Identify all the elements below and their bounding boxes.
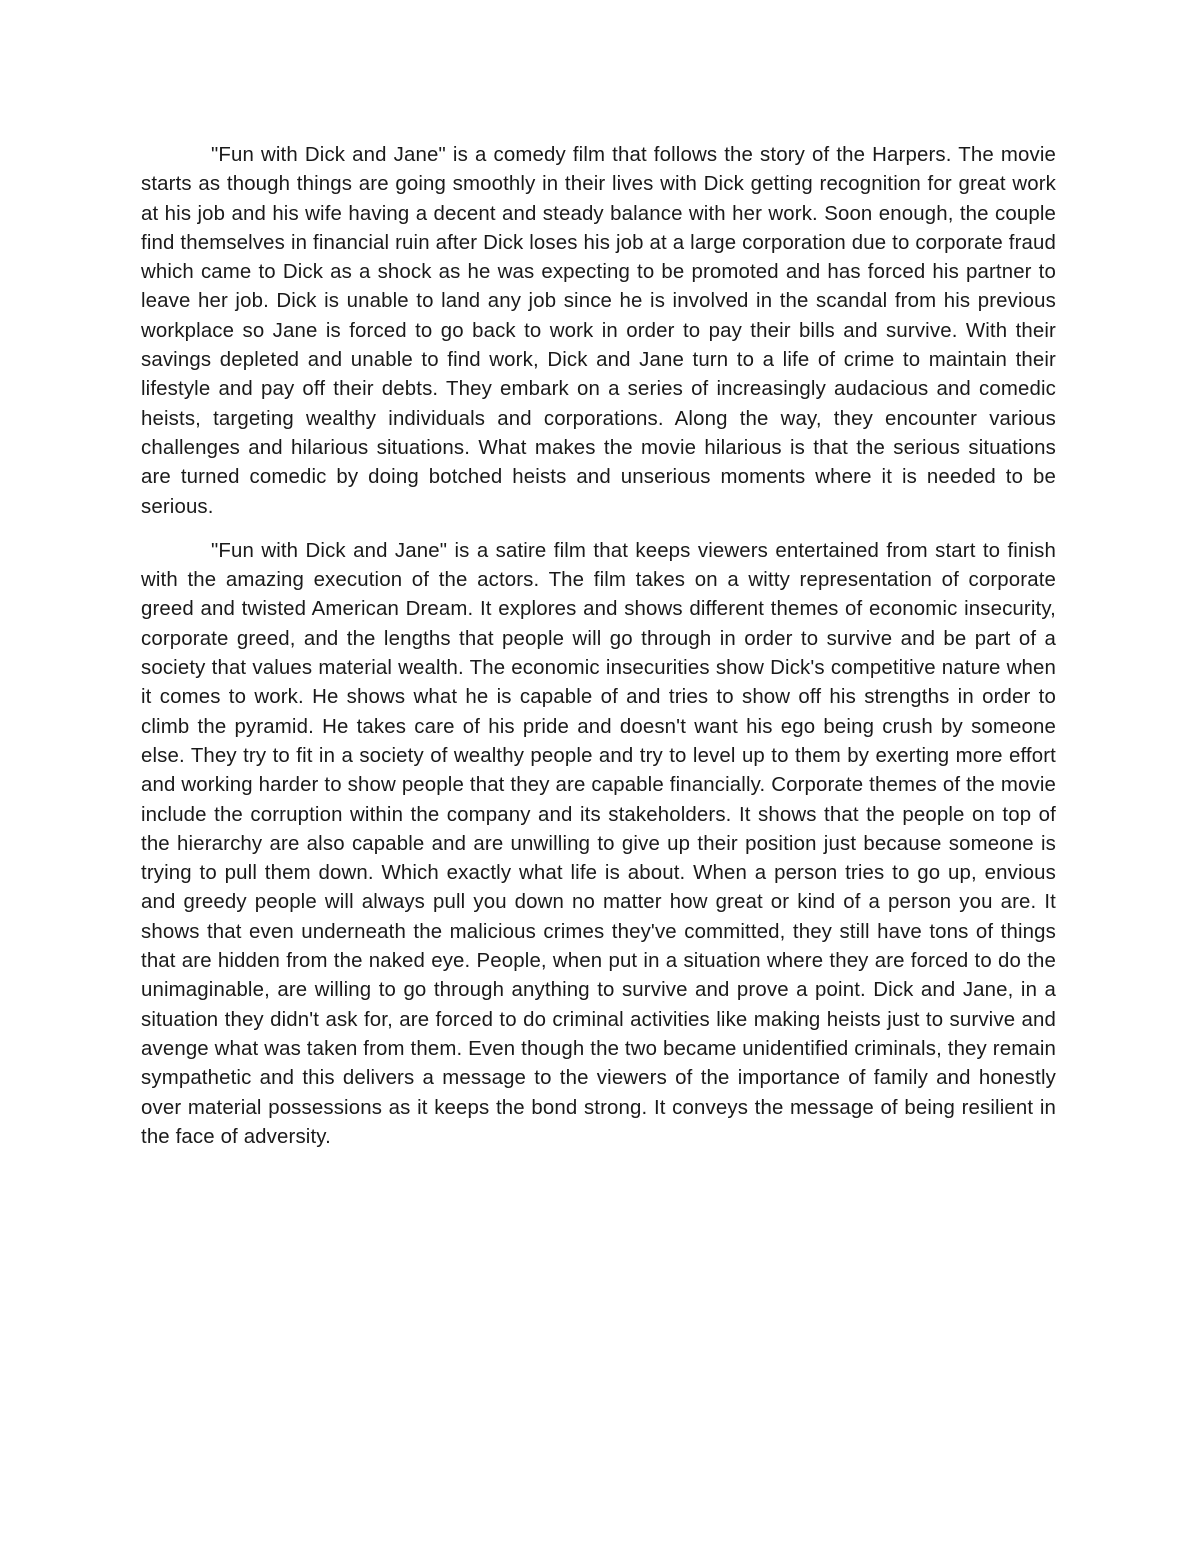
paragraph-analysis: "Fun with Dick and Jane" is a satire film that keeps viewers entertained from start to finish with the amazing execution of the actors. The film takes on a witty representation of corporate greed and twisted American Dream. It explores and shows different themes of economic insecurity, corporate greed, and the lengths that people will go through in order to survive and be part of a society that values material wealth. The economic insecurities show Dick's competitive nature when it comes to work. He shows what he is capable of and tries to show off his strengths in order to climb the pyramid. He takes care of his pride and doesn't want his ego being crush by someone else. They try to fit in a society of wealthy people and try to level up to them by exerting more effort and working harder to show people that they are capable financially. Corporate themes of the movie include the corruption within the company and its stakeholders. It shows that the people on top of the hierarchy are also capable and are unwilling to give up their position just because someone is trying to pull them down. Which exactly what life is about. When a person tries to go up, envious and greedy people will always pull you down no matter how great or kind of a person you are. It shows that even underneath the malicious crimes they've committed, they still have tons of things that are hidden from the naked eye. People, when put in a situation where they are forced to do the unimaginable, are willing to go through anything to survive and prove a point. Dick and Jane, in a situation they didn't ask for, are forced to do criminal activities like making heists just to survive and avenge what was taken from them. Even though the two became unidentified criminals, they remain sympathetic and this delivers a message to the viewers of the importance of family and honestly over material possessions as it keeps the bond strong. It conveys the message of being resilient in the face of adversity.	[141, 539, 1056, 1148]
paragraph-summary: "Fun with Dick and Jane" is a comedy film that follows the story of the Harpers. The movie starts as though things are going smoothly in their lives with Dick getting recognition for great work at his job and his wife having a decent and steady balance with her work. Soon enough, the couple find themselves in financial ruin after Dick loses his job at a large corporation due to corporate fraud which came to Dick as a shock as he was expecting to be promoted and has forced his partner to leave her job. Dick is unable to land any job since he is involved in the scandal from his previous workplace so Jane is forced to go back to work in order to pay their bills and survive. With their savings depleted and unable to find work, Dick and Jane turn to a life of crime to maintain their lifestyle and pay off their debts. They embark on a series of increasingly audacious and comedic heists, targeting wealthy individuals and corporations. Along the way, they encounter various challenges and hilarious situations. What makes the movie hilarious is that the serious situations are turned comedic by doing botched heists and unserious moments where it is needed to be serious.	[141, 144, 1056, 518]
document-body	[141, 141, 1056, 1152]
